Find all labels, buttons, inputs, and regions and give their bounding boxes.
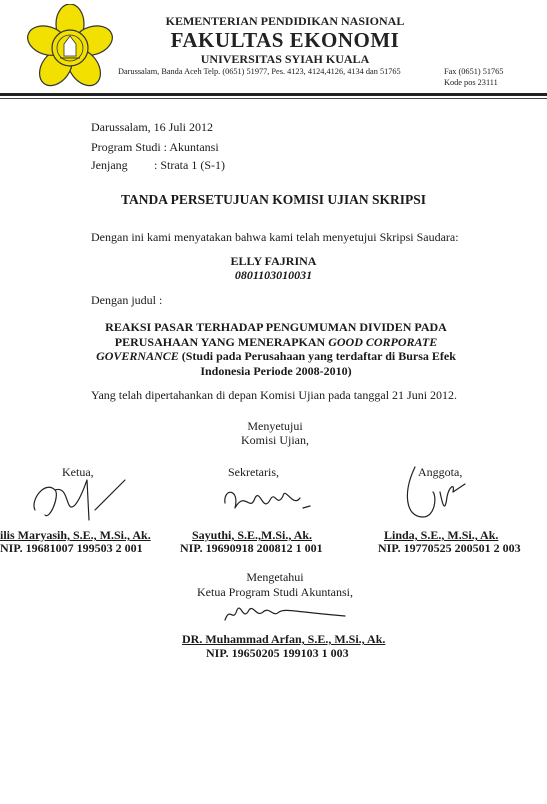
ketua-role: Ketua, bbox=[62, 465, 94, 479]
approval-line1: Menyetujui bbox=[247, 419, 303, 433]
sekretaris-signature bbox=[215, 478, 325, 523]
document-title: TANDA PERSETUJUAN KOMISI UJIAN SKRIPSI bbox=[120, 192, 427, 207]
sekretaris-nip: NIP. 19690918 200812 1 001 bbox=[180, 541, 323, 555]
intro-text: Dengan ini kami menyatakan bahwa kami telah menyetujui Skripsi Saudara: bbox=[91, 230, 459, 244]
anggota-nip: NIP. 19770525 200501 2 003 bbox=[378, 541, 521, 555]
thesis-title-line4: Indonesia Periode 2008-2010) bbox=[200, 363, 352, 378]
ketua-name: ilis Maryasih, S.E., M.Si., Ak. bbox=[0, 528, 151, 542]
thesis-title-line3: GOVERNANCE (Studi pada Perusahaan yang terdaftar di Bursa Efek bbox=[96, 349, 456, 363]
address: Darussalam, Banda Aceh Telp. (0651) 51977, Pes. 4123, 4124,4126, 4134 dan 51765 bbox=[118, 67, 401, 76]
approval-line2: Komisi Ujian, bbox=[241, 433, 309, 447]
university-name: UNIVERSITAS SYIAH KUALA bbox=[200, 52, 370, 66]
postal-code: Kode pos 23111 bbox=[444, 78, 498, 87]
ketua-signature bbox=[15, 470, 135, 530]
acknowledge-line2: Ketua Program Studi Akuntansi, bbox=[197, 585, 353, 599]
defense-statement: Yang telah dipertahankan di depan Komisi Ujian pada tanggal 21 Juni 2012. bbox=[91, 388, 458, 402]
thesis-title-line1: REAKSI PASAR TERHADAP PENGUMUMAN DIVIDEN PADA bbox=[105, 320, 447, 334]
sekretaris-role: Sekretaris, bbox=[228, 465, 279, 479]
ketua-nip: NIP. 19681007 199503 2 001 bbox=[0, 541, 143, 555]
level-label: Jenjang bbox=[91, 158, 128, 172]
judul-label: Dengan judul : bbox=[91, 293, 163, 307]
kaprodi-nip: NIP. 19650205 199103 1 003 bbox=[206, 646, 349, 660]
anggota-role: Anggota, bbox=[418, 465, 463, 479]
faculty-name: FAKULTAS EKONOMI bbox=[170, 28, 400, 52]
kaprodi-name: DR. Muhammad Arfan, S.E., M.Si., Ak. bbox=[182, 632, 386, 646]
fax: Fax (0651) 51765 bbox=[444, 67, 504, 76]
student-nim: 0801103010031 bbox=[234, 268, 313, 282]
thesis-title-line2: PERUSAHAAN YANG MENERAPKAN GOOD CORPORATE bbox=[114, 334, 438, 349]
sekretaris-name: Sayuthi, S.E.,M.Si., Ak. bbox=[192, 528, 313, 542]
letter-date: Darussalam, 16 Juli 2012 bbox=[91, 120, 213, 134]
acknowledge-line1: Mengetahui bbox=[246, 570, 304, 584]
kaprodi-signature bbox=[215, 598, 355, 630]
thesis-title bbox=[60, 320, 492, 378]
program-study: Program Studi : Akuntansi bbox=[91, 140, 219, 154]
anggota-signature bbox=[395, 462, 485, 532]
anggota-name: Linda, S.E., M.Si., Ak. bbox=[384, 528, 499, 542]
level-value: : Strata 1 (S-1) bbox=[154, 158, 225, 172]
header-rule-thin bbox=[0, 98, 547, 99]
university-logo bbox=[27, 4, 113, 90]
ministry-name: KEMENTERIAN PENDIDIKAN NASIONAL bbox=[165, 14, 405, 28]
header-rule bbox=[0, 93, 547, 96]
student-name: ELLY FAJRINA bbox=[230, 254, 317, 268]
